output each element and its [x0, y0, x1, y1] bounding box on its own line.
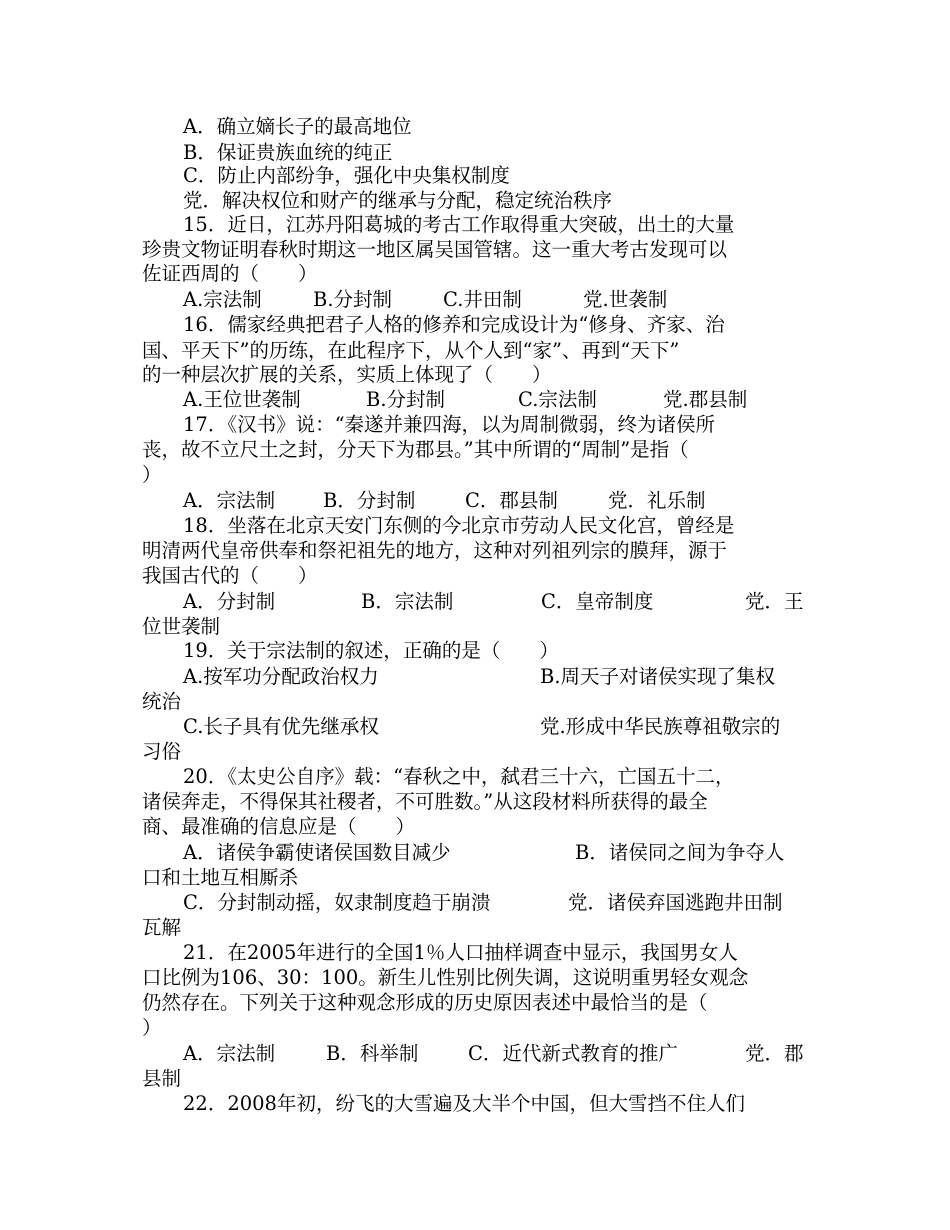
question-20-option-wrap: 瓦解	[142, 916, 182, 939]
question-21-text: 21．在2005年进行的全国1％人口抽样调查中显示，我国男女人	[183, 941, 738, 964]
question-20-text: 商、最准确的信息应是（ ）	[142, 815, 416, 838]
option-b: B．宗法制	[361, 590, 454, 613]
option-c: C.长子具有优先继承权	[183, 715, 379, 738]
option-d: 党.世袭制	[583, 288, 668, 311]
option-c: C．分封制动摇，奴隶制度趋于崩溃	[183, 891, 491, 914]
question-21-text: 仍然存在。下列关于这种观念形成的历史原因表述中最恰当的是（	[142, 991, 708, 1014]
question-16-text: 16．儒家经典把君子人格的修养和完成设计为“修身、齐家、治	[183, 313, 725, 336]
option-a: A.按军功分配政治权力	[183, 665, 379, 688]
question-18-text: 18．坐落在北京天安门东侧的今北京市劳动人民文化宫，曾经是	[183, 514, 735, 537]
option-c: C.井田制	[443, 288, 522, 311]
option-d: 党.形成中华民族尊祖敬宗的	[540, 715, 781, 738]
option-a: A．分封制	[183, 590, 276, 613]
question-18-text: 明清两代皇帝供奉和祭祀祖先的地方，这种对列祖列宗的膜拜，源于	[142, 539, 728, 562]
option-a: A.宗法制	[183, 288, 262, 311]
option-b: B.分封制	[313, 288, 393, 311]
question-21-text: ）	[142, 1016, 162, 1039]
question-16-text: 国、平天下”的历练，在此程序下，从个人到“家”、再到“天下”	[142, 339, 680, 362]
option-c: C．郡县制	[465, 489, 558, 512]
question-17-text: ）	[142, 463, 162, 486]
question-21-text: 口比例为106、30：100。新生儿性别比例失调，这说明重男轻女观念	[142, 966, 749, 989]
question-20-option-wrap: 口和土地互相厮杀	[142, 866, 299, 889]
option-d: 党．王	[745, 590, 804, 613]
question-20-text: 20．《太史公自序》载：“春秋之中，弑君三十六，亡国五十二，	[183, 765, 735, 788]
option-b: B.周天子对诸侯实现了集权	[540, 665, 776, 688]
option-a: A．宗法制	[183, 489, 276, 512]
question-15-text: 珍贵文物证明春秋时期这一地区属吴国管辖。这一重大考古发现可以	[142, 238, 728, 261]
question-19-option-wrap: 统治	[142, 690, 182, 713]
option-d: 党.郡县制	[663, 388, 748, 411]
question-15-text: 15．近日，江苏丹阳葛城的考古工作取得重大突破，出土的大量	[183, 213, 735, 236]
option-c: C.宗法制	[518, 388, 597, 411]
question-18-text: 我国古代的（ ）	[142, 564, 318, 587]
option-b: B．诸侯同之间为争夺人	[575, 841, 785, 864]
option-d-text: 党．解决权位和财产的继承与分配，稳定统治秩序	[183, 189, 613, 212]
option-a-text: A．确立嫡长子的最高地位	[183, 115, 412, 138]
option-a: A．宗法制	[183, 1042, 276, 1065]
option-d: 党．诸侯弃国逃跑井田制	[568, 891, 783, 914]
question-17-text: 17．《汉书》说：“秦遂并兼四海，以为周制微弱，终为诸侯所	[183, 413, 716, 436]
question-15-text: 佐证西周的（ ）	[142, 262, 318, 285]
option-c-text: C．防止内部纷争，强化中央集权制度	[183, 164, 510, 187]
question-19-option-wrap: 习俗	[142, 740, 182, 763]
question-22-text: 22．2008年初，纷飞的大雪遍及大半个中国，但大雪挡不住人们	[183, 1092, 745, 1115]
option-c: C．皇帝制度	[541, 590, 654, 613]
option-b-text: B．保证贵族血统的纯正	[183, 141, 393, 164]
question-17-text: 丧，故不立尺土之封，分天下为郡县。”其中所谓的“周制”是指（	[142, 438, 689, 461]
question-16-text: 的一种层次扩展的关系，实质上体现了（ ）	[142, 363, 552, 386]
option-a: A.王位世袭制	[183, 388, 301, 411]
option-b: B.分封制	[366, 388, 446, 411]
option-a: A．诸侯争霸使诸侯国数目减少	[183, 841, 451, 864]
question-21-option-wrap: 县制	[142, 1067, 182, 1090]
option-d: 党．郡	[745, 1042, 804, 1065]
option-b: B．科举制	[326, 1042, 419, 1065]
option-d: 党．礼乐制	[608, 489, 706, 512]
question-20-text: 诸侯奔走，不得保其社稷者，不可胜数。”从这段材料所获得的最全	[142, 790, 708, 813]
question-18-option-wrap: 位世袭制	[142, 615, 221, 638]
option-b: B．分封制	[323, 489, 416, 512]
question-19-text: 19．关于宗法制的叙述，正确的是（ ）	[183, 639, 559, 662]
option-c: C．近代新式教育的推广	[468, 1042, 678, 1065]
